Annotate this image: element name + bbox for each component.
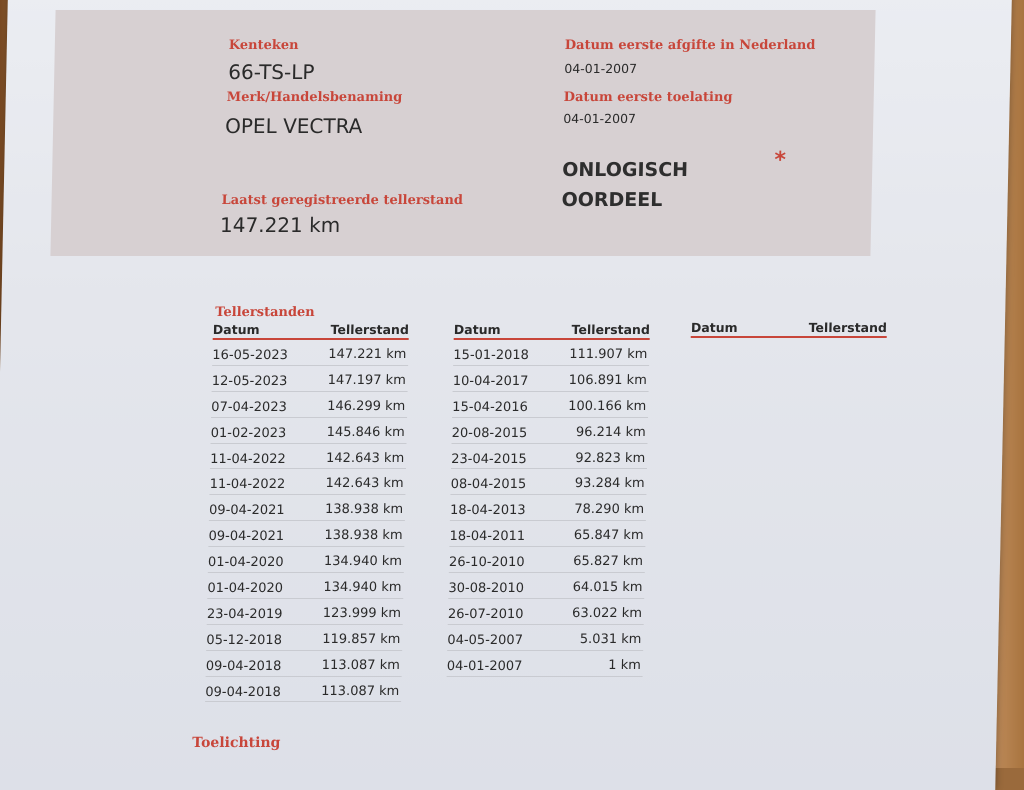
table-row bbox=[453, 340, 650, 366]
reading-date: 15-01-2018 bbox=[453, 348, 530, 363]
table-row bbox=[211, 392, 408, 418]
reading-date: 18-04-2011 bbox=[449, 529, 526, 545]
verdict-line-2: OORDEEL bbox=[561, 189, 663, 211]
afgifte-label: Datum eerste afgifte in Nederland bbox=[564, 38, 816, 53]
teller-value: 147.221 km bbox=[219, 213, 341, 237]
reading-date: 04-01-2007 bbox=[446, 658, 523, 674]
column-header bbox=[454, 320, 650, 340]
reading-date: 01-02-2023 bbox=[210, 425, 287, 441]
table-row bbox=[450, 469, 647, 495]
reading-km: 146.299 km bbox=[327, 398, 406, 414]
reading-date: 26-10-2010 bbox=[448, 555, 525, 571]
table-row bbox=[210, 444, 407, 470]
table-row bbox=[208, 521, 405, 547]
verdict-text bbox=[561, 155, 688, 215]
table-row bbox=[209, 469, 406, 495]
reading-km: 78.290 km bbox=[574, 502, 645, 518]
table-row bbox=[447, 625, 644, 651]
reading-date: 09-04-2018 bbox=[205, 658, 282, 674]
reading-km: 123.999 km bbox=[322, 605, 402, 621]
reading-km: 147.197 km bbox=[327, 372, 406, 388]
table-row bbox=[206, 651, 403, 677]
header-datum: Datum bbox=[212, 322, 260, 337]
table-row bbox=[212, 366, 409, 392]
readings-list-2 bbox=[447, 340, 650, 677]
merk-label: Merk/Handelsbenaming bbox=[226, 90, 403, 105]
reading-date: 01-04-2020 bbox=[207, 555, 284, 571]
table-row bbox=[448, 573, 645, 599]
toelating-value: 04-01-2007 bbox=[563, 111, 637, 126]
reading-km: 1 km bbox=[608, 657, 642, 673]
reading-date: 09-04-2021 bbox=[208, 529, 285, 545]
reading-km: 93.284 km bbox=[574, 476, 645, 492]
table-row bbox=[210, 418, 407, 444]
table-row bbox=[453, 366, 650, 392]
column-header bbox=[213, 320, 409, 340]
reading-date: 11-04-2022 bbox=[210, 451, 286, 467]
reading-km: 64.015 km bbox=[572, 580, 643, 596]
toelating-label: Datum eerste toelating bbox=[563, 90, 733, 105]
reading-date: 11-04-2022 bbox=[209, 477, 286, 493]
reading-km: 65.827 km bbox=[573, 554, 644, 570]
readings-column-2 bbox=[447, 320, 650, 677]
table-row bbox=[449, 547, 646, 573]
reading-date: 04-05-2007 bbox=[447, 632, 524, 648]
readings-column-3 bbox=[691, 318, 887, 338]
kenteken-value: 66-TS-LP bbox=[228, 60, 315, 84]
reading-date: 23-04-2015 bbox=[451, 451, 527, 467]
header-datum: Datum bbox=[690, 320, 738, 335]
reading-km: 113.087 km bbox=[321, 657, 401, 673]
table-row bbox=[452, 392, 649, 418]
header-datum: Datum bbox=[453, 322, 501, 337]
reading-date: 05-12-2018 bbox=[206, 632, 283, 648]
table-row bbox=[447, 651, 644, 677]
reading-km: 119.857 km bbox=[322, 631, 401, 647]
reading-date: 30-08-2010 bbox=[448, 581, 525, 597]
kenteken-label: Kenteken bbox=[228, 38, 299, 53]
table-row bbox=[207, 573, 404, 599]
reading-date: 09-04-2018 bbox=[205, 684, 282, 700]
reading-km: 142.643 km bbox=[325, 476, 404, 492]
reading-km: 138.938 km bbox=[324, 528, 403, 544]
table-row bbox=[451, 444, 648, 470]
table-row bbox=[208, 547, 405, 573]
reading-km: 92.823 km bbox=[575, 450, 646, 466]
reading-date: 16-05-2023 bbox=[212, 348, 289, 363]
reading-date: 23-04-2019 bbox=[206, 606, 283, 622]
reading-date: 01-04-2020 bbox=[207, 581, 284, 597]
afgifte-value: 04-01-2007 bbox=[564, 61, 638, 76]
reading-km: 147.221 km bbox=[328, 347, 407, 362]
reading-date: 26-07-2010 bbox=[447, 606, 524, 622]
table-row bbox=[448, 599, 645, 625]
table-row bbox=[209, 495, 406, 521]
reading-date: 12-05-2023 bbox=[211, 373, 288, 389]
reading-km: 134.940 km bbox=[323, 580, 402, 596]
reading-km: 111.907 km bbox=[569, 347, 648, 362]
reading-km: 96.214 km bbox=[575, 424, 646, 440]
reading-date: 10-04-2017 bbox=[452, 373, 529, 389]
reading-km: 106.891 km bbox=[568, 372, 647, 388]
toelichting-title: Toelichting bbox=[192, 735, 281, 751]
readings-column-1 bbox=[205, 320, 409, 702]
reading-date: 20-08-2015 bbox=[451, 425, 528, 441]
reading-date: 09-04-2021 bbox=[208, 503, 285, 519]
table-row bbox=[450, 495, 647, 521]
reading-km: 113.087 km bbox=[321, 683, 400, 699]
header-tellerstand: Tellerstand bbox=[808, 320, 888, 335]
reading-km: 100.166 km bbox=[568, 398, 647, 414]
reading-date: 08-04-2015 bbox=[450, 477, 527, 493]
table-row bbox=[207, 599, 404, 625]
reading-km: 142.643 km bbox=[325, 450, 405, 466]
merk-value: OPEL VECTRA bbox=[224, 114, 363, 138]
header-tellerstand: Tellerstand bbox=[571, 322, 651, 337]
reading-km: 145.846 km bbox=[326, 424, 405, 440]
readings-list-1 bbox=[205, 340, 409, 702]
reading-km: 65.847 km bbox=[573, 528, 644, 544]
table-row bbox=[451, 418, 648, 444]
reading-km: 63.022 km bbox=[571, 605, 643, 621]
reading-km: 134.940 km bbox=[323, 554, 403, 570]
reading-km: 5.031 km bbox=[579, 631, 642, 647]
reading-date: 15-04-2016 bbox=[452, 399, 528, 415]
reading-date: 18-04-2013 bbox=[449, 503, 526, 519]
table-row bbox=[212, 340, 409, 366]
tellerstanden-title: Tellerstanden bbox=[215, 305, 315, 320]
verdict-asterisk: * bbox=[774, 148, 787, 173]
table-row bbox=[206, 625, 403, 651]
reading-date: 07-04-2023 bbox=[211, 399, 287, 415]
table-row bbox=[449, 521, 646, 547]
teller-label: Laatst geregistreerde tellerstand bbox=[221, 193, 464, 208]
verdict-line-1: ONLOGISCH bbox=[561, 159, 689, 181]
header-tellerstand: Tellerstand bbox=[330, 322, 410, 337]
table-row bbox=[205, 677, 402, 703]
column-header bbox=[691, 318, 887, 338]
reading-km: 138.938 km bbox=[324, 502, 404, 518]
